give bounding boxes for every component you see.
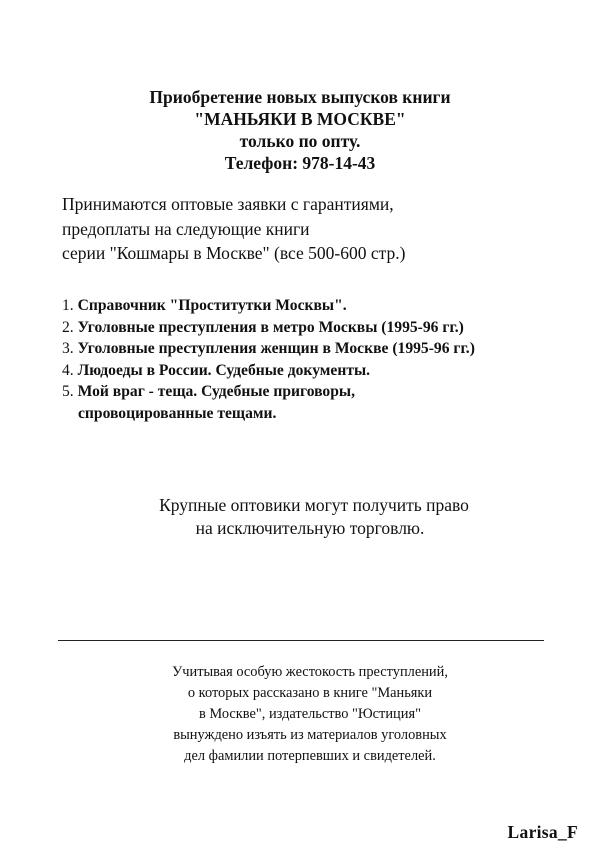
note-line-3: в Москве", издательство "Юстиция" xyxy=(199,706,421,722)
header-book-title: "МАНЬЯКИ В МОСКВЕ" xyxy=(194,109,406,129)
note-line-2: о которых рассказано в книге "Маньяки xyxy=(187,685,433,701)
book-number: 1. xyxy=(62,297,74,314)
horizontal-divider xyxy=(58,640,544,641)
book-number: 3. xyxy=(62,340,74,358)
book-list-item xyxy=(62,381,592,424)
book-title: Людоеды в России. Судебные документы. xyxy=(77,361,371,379)
intro-paragraph xyxy=(62,192,582,266)
book-number: 5. xyxy=(62,383,74,401)
book-title: Справочник "Проститутки Москвы". xyxy=(77,297,347,314)
book-list-item xyxy=(62,317,592,339)
wholesale-line-1: Крупные оптовики могут получить право xyxy=(159,495,469,515)
intro-line-1: Принимаются оптовые заявки с гарантиями, xyxy=(62,194,394,214)
intro-line-2: предоплаты на следующие книги xyxy=(62,218,310,239)
book-title: Мой враг - теща. Судебные приговоры, xyxy=(77,383,355,401)
book-title-continuation: спровоцированные тещами. xyxy=(78,404,277,422)
wholesale-notice xyxy=(0,494,600,540)
book-list-item xyxy=(62,338,592,360)
note-line-1: Учитывая особую жестокость преступлений, xyxy=(172,664,448,680)
book-list-item xyxy=(62,360,592,382)
book-number: 2. xyxy=(62,318,74,336)
header-phone: Телефон: 978-14-43 xyxy=(224,153,376,173)
header-line-3: только по опту. xyxy=(239,131,361,151)
intro-line-3: серии "Кошмары в Москве" (все 500-600 стр.) xyxy=(62,243,406,263)
announcement-header xyxy=(0,86,600,174)
book-list xyxy=(62,295,592,425)
publisher-note xyxy=(100,662,520,767)
wholesale-line-2: на исключительную торговлю. xyxy=(195,518,425,538)
signature: Larisa_F xyxy=(507,822,578,842)
note-line-5: дел фамилии потерпевших и свидетелей. xyxy=(184,748,436,764)
book-title: Уголовные преступления женщин в Москве (1995-96 гг.) xyxy=(77,340,475,358)
book-list-item xyxy=(62,295,592,317)
note-line-4: вынуждено изъять из материалов уголовных xyxy=(173,727,447,743)
book-title: Уголовные преступления в метро Москвы (1995-96 гг.) xyxy=(77,318,464,336)
header-line-1: Приобретение новых выпусков книги xyxy=(149,87,451,107)
book-number: 4. xyxy=(62,361,74,379)
